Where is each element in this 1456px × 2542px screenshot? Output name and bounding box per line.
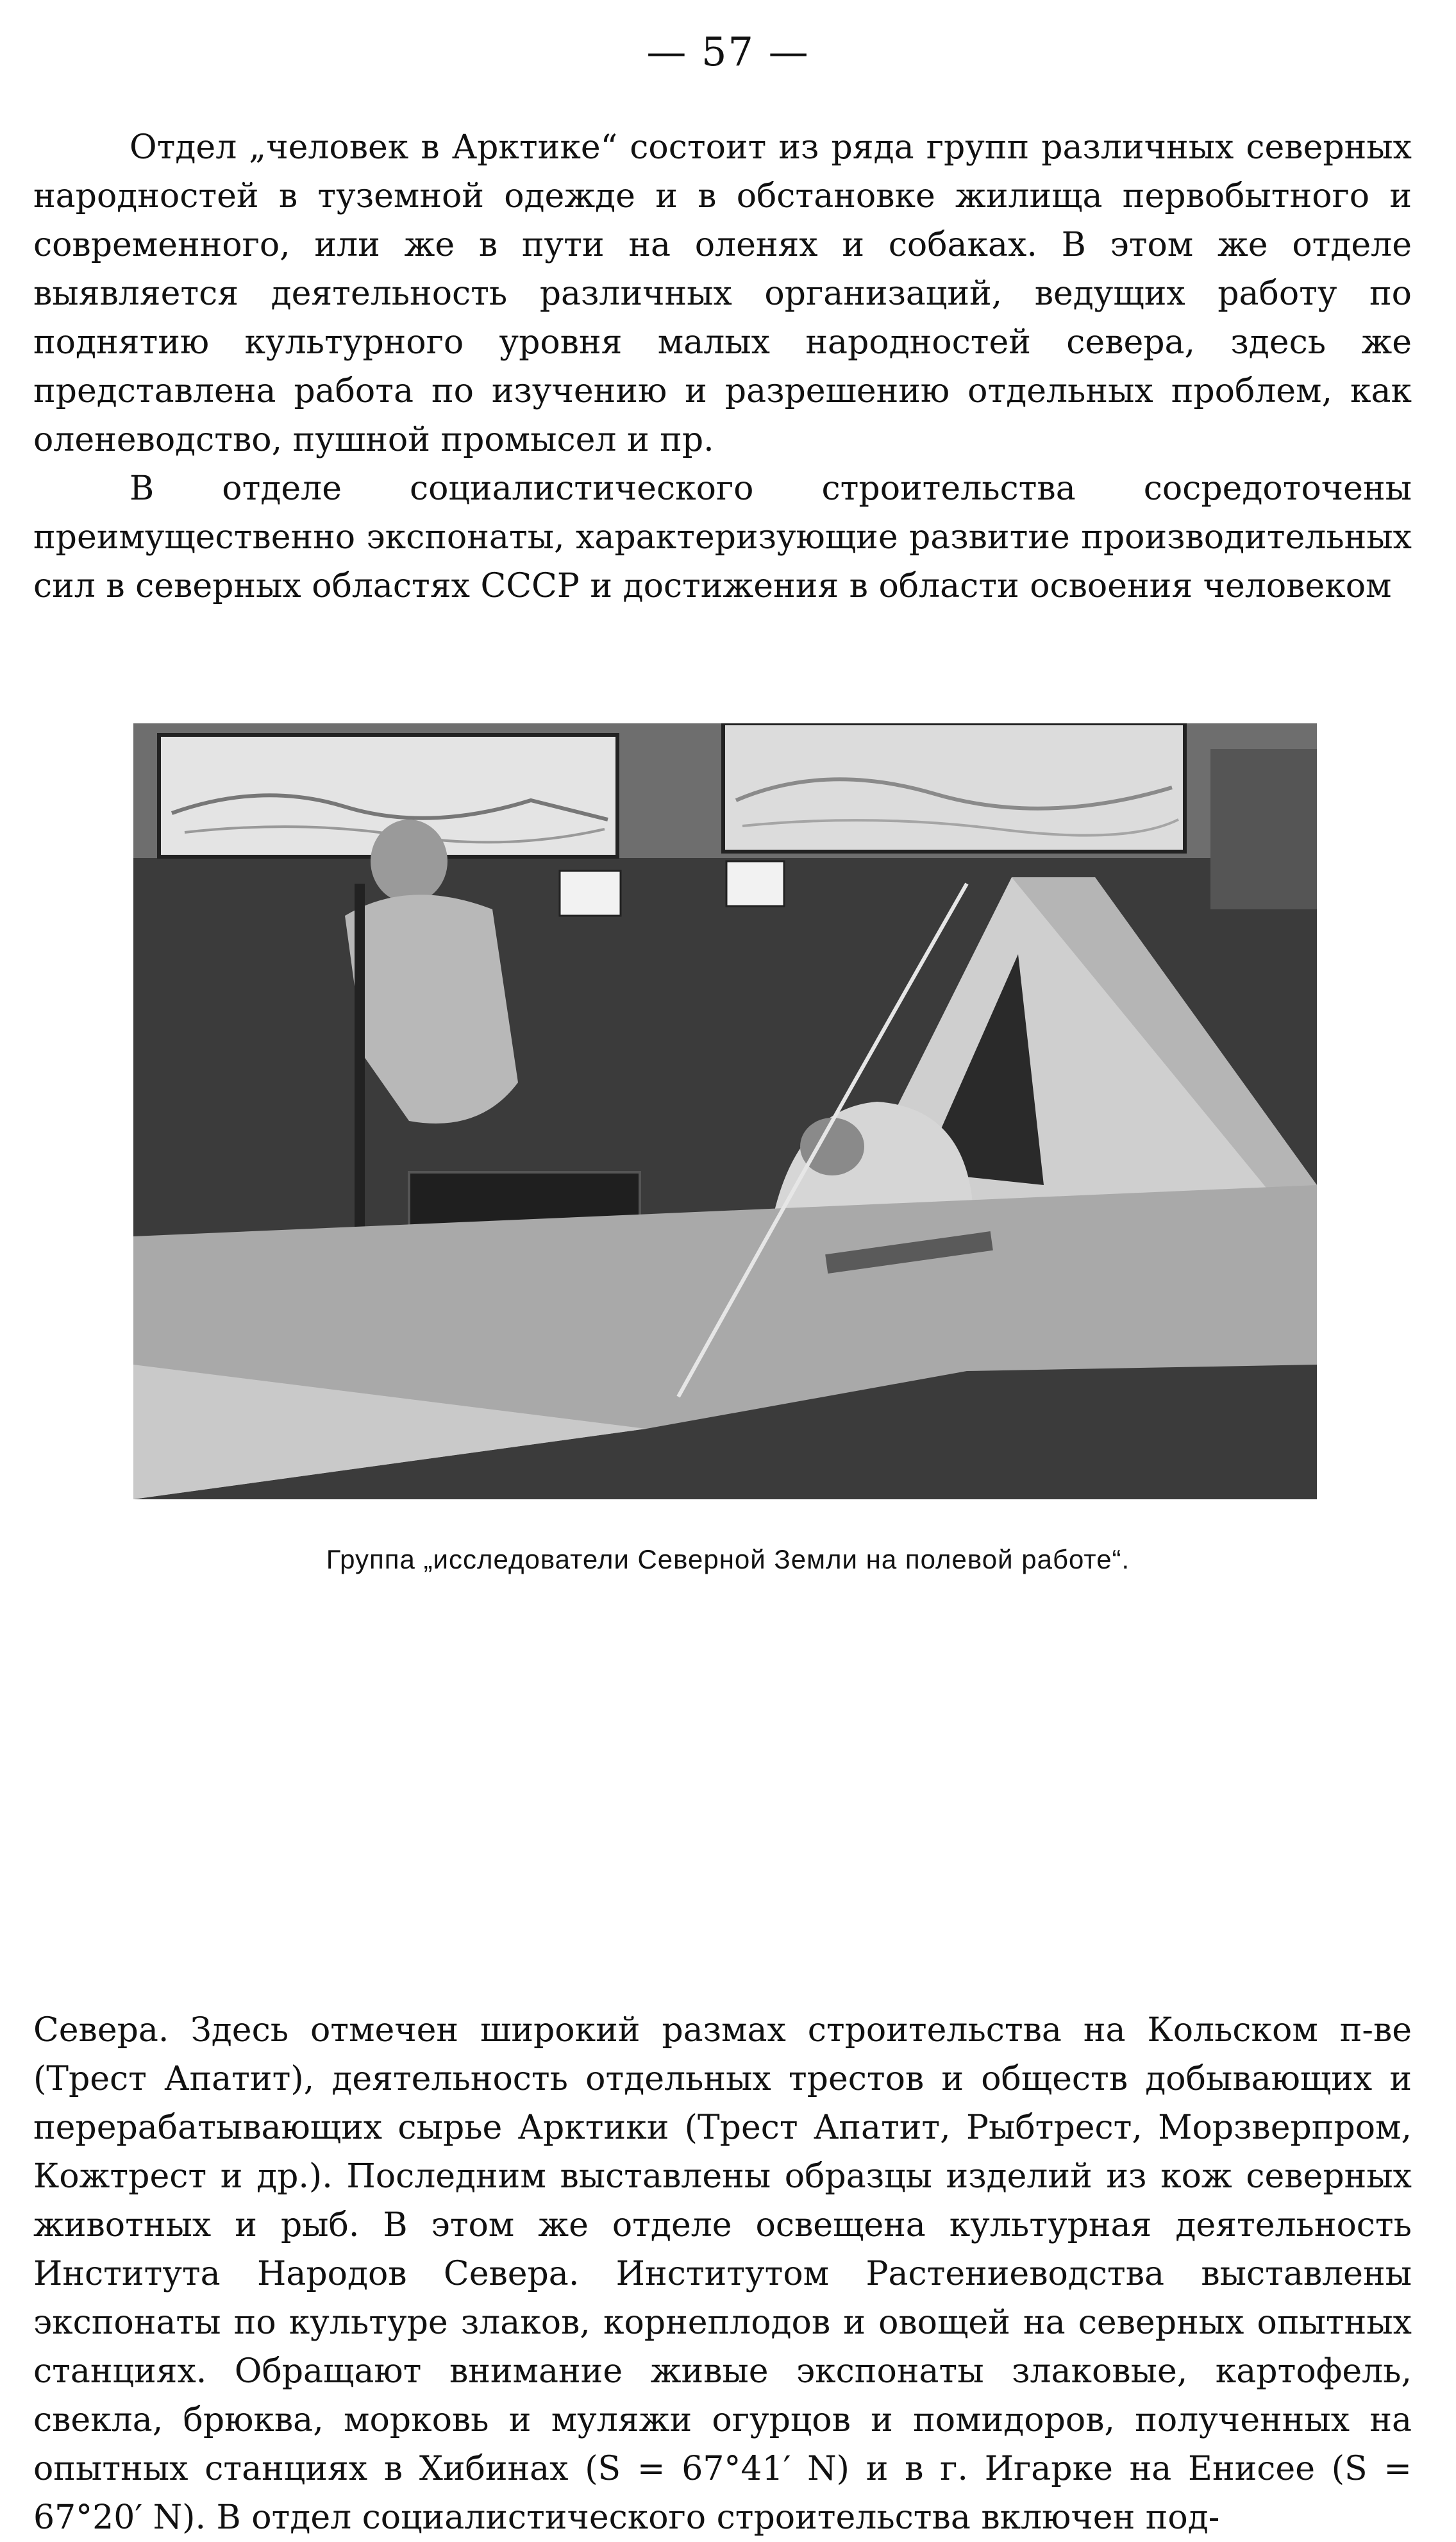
figure-caption: Группа „исследователи Северной Земли на полевой работе“. bbox=[326, 1544, 1130, 1574]
paragraph-north-construction: Севера. Здесь отмечен широкий размах строительства на Кольском п-ве (Трест Апатит), деятельность отдельных трестов и обществ добывающих и перерабатывающих сырье Арктики (Трест Апатит, Рыбтрест, Морзверпром, Кожтрест и др.). Последним выставлены образцы изделий из кож северных животных и рыб. В этом же отделе освещена культурная деятельность Института Народов Севера. Институтом Растениеводства выставлены экспонаты по культуре злаков, корнеплодов и овощей на северных опытных станциях. Обращают внимание живые экспонаты злаковые, картофель, свекла, брюква, морковь и муляжи огурцов и помидоров, полученных на опытных станциях в Хибинах (S = 67°41′ N) и в г. Игарке на Енисее (S = 67°20′ N). В отдел социалистического строительства включен под- bbox=[33, 2011, 1412, 2537]
paragraph-human-in-arctic: Отдел „человек в Арктике“ состоит из ряда групп различных северных народностей в туземной одежде и в обстановке жилища первобытного и современного, или же в пути на оленях и собаках. В этом же отделе выявляется деятельность различных организаций, ведущих работу по поднятию культурного уровня малых народностей севера, здесь же представлена работа по изучению и разрешению отдельных проблем, как оленеводство, пушной промысел и пр. bbox=[33, 128, 1412, 459]
page-number: — 57 — bbox=[646, 28, 810, 75]
paragraph-socialist-construction: В отделе социалистического строительства сосредоточены преимущественно экспонаты, характеризующие развитие производительных сил в северных областях СССР и достижения в области освоения человеком bbox=[33, 469, 1412, 605]
bottom-text-block bbox=[33, 2006, 1412, 2542]
top-text-block bbox=[33, 123, 1412, 610]
photo-illustration bbox=[133, 723, 1317, 1499]
exhibit-photograph bbox=[133, 723, 1317, 1499]
